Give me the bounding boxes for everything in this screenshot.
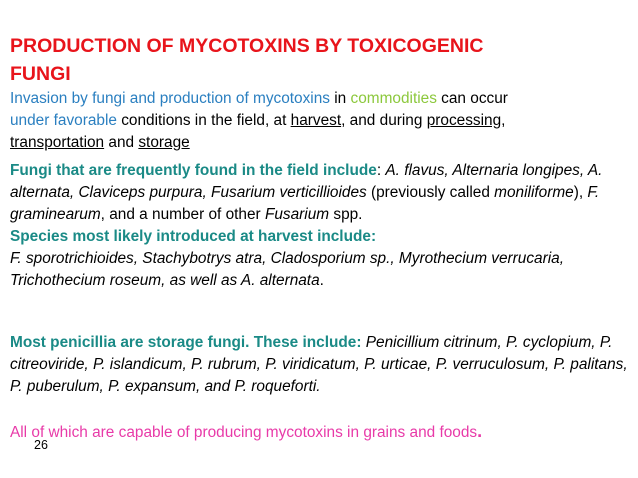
transportation-underlined: transportation	[10, 134, 105, 151]
storage-underlined: storage	[138, 134, 190, 151]
commodities-text: commodities	[350, 90, 437, 107]
field-fungi-heading: Fungi that are frequently found in the field include	[10, 162, 377, 179]
title-line-1: PRODUCTION OF MYCOTOXINS BY TOXICOGENIC	[10, 35, 484, 57]
intro-text: , and during	[341, 112, 427, 129]
conclusion-paragraph	[10, 420, 630, 444]
intro-text: Invasion by fungi and production of mycotoxins	[10, 90, 330, 107]
title-line-2: FUNGI	[10, 63, 71, 85]
field-species-note: moniliforme	[494, 184, 574, 201]
intro-text: under favorable	[10, 112, 117, 129]
field-species-note: (previously called	[366, 184, 495, 201]
storage-paragraph	[10, 332, 630, 398]
intro-text: and	[104, 134, 139, 151]
intro-text: in	[329, 90, 351, 107]
processing-underlined: processing	[426, 112, 502, 129]
colon: :	[376, 162, 386, 179]
intro-text: conditions in the field, at	[116, 112, 291, 129]
field-species-note: F. graminearum	[10, 184, 600, 223]
harvest-species-list: F. sporotrichioides, Stachybotrys atra, Cladosporium sp., Myrothecium verrucaria, Trichothecium roseum, as well as A. alternata	[10, 250, 564, 289]
conclusion-period: .	[477, 421, 483, 441]
intro-text: ,	[501, 112, 506, 129]
intro-text: can occur	[436, 90, 508, 107]
field-species-note: spp.	[329, 206, 363, 223]
field-species-list: A. flavus, Alternaria longipes, A. alternata, Claviceps purpura, Fusarium verticillioides	[10, 162, 603, 201]
intro-paragraph	[10, 88, 630, 154]
field-species-note: Fusarium	[264, 206, 330, 223]
field-species-note: ),	[573, 184, 588, 201]
page-number: 26	[34, 438, 48, 452]
conclusion-text: All of which are capable of producing mycotoxins in grains and foods	[10, 424, 478, 441]
period: .	[319, 272, 324, 289]
storage-fungi-heading: Most penicillia are storage fungi. These include:	[10, 334, 366, 351]
harvest-species-heading: Species most likely introduced at harvest include:	[10, 228, 377, 245]
field-species-note: , and a number of other	[100, 206, 265, 223]
harvest-underlined: harvest	[290, 112, 342, 129]
field-harvest-paragraph	[10, 160, 630, 292]
storage-species-list: Penicillium citrinum, P. cyclopium, P. citreoviride, P. islandicum, P. rubrum, P. viridicatum, P. urticae, P. verruculosum, P. palitans, P. puberulum, P. expansum, and P. roqueforti.	[10, 334, 628, 395]
slide-title	[10, 32, 630, 88]
